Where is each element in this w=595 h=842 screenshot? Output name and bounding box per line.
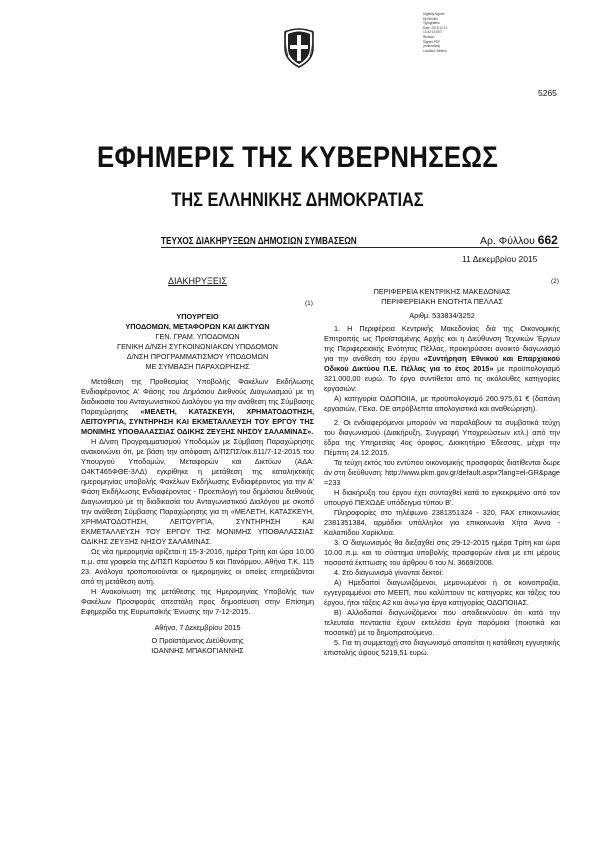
gazette-title: ΕΦΗΜΕΡΙΣ ΤΗΣ ΚΥΒΕΡΝΗΣΕΩΣ — [96, 141, 499, 174]
department-line: ΓΕΝΙΚΗ Δ/ΝΣΗ ΣΥΓΚΟΙΝΩΝΙΑΚΩΝ ΥΠΟΔΟΜΩΝ — [117, 342, 278, 351]
paragraph: 4. Στο διαγωνισμό γίνονται δεκτοί: — [334, 568, 444, 577]
paragraph: Α) Ημεδαποί διαγωνιζόμενοι, μεμονωμένοι ή σε κοινοπραξία, εγγεγραμμένοι στο ΜΕΕΠ, που καλύπτουν τις κατηγορίες και τάξεις του έργου, ήτοι τάξεις Α2 και άνω για έργα κατηγορίας ΟΔΟΠΟΙΙΑΣ. — [324, 578, 560, 607]
signature-line: Signed PDF — [423, 39, 441, 44]
project-title: «ΜΕΛΕΤΗ, ΚΑΤΑΣΚΕΥΗ, ΧΡΗΜΑΤΟΔΟΤΗΣΗ, ΛΕΙΤΟΥΡΓΙΑ, ΣΥΝΤΗΡΗΣΗ ΚΑΙ ΕΚΜΕΤΑΛΛΕΥΣΗ ΤΟΥ ΕΡΓΟΥ ΤΗΣ ΜΟΝΙΜΗΣ ΥΠΟΘΑΛΑΣΣΙΑΣ ΟΔΙΚΗΣ ΖΕΥΞΗΣ ΝΗΣΟΥ ΣΑΛΑΜΙΝΑΣ». — [81, 407, 315, 436]
ministry-heading: ΥΠΟΔΟΜΩΝ, ΜΕΤΑΦΟΡΩΝ ΚΑΙ ΔΙΚΤΥΩΝ — [125, 322, 270, 331]
notice-number: (2) — [551, 278, 559, 285]
paragraph: 5. Για τη συμμετοχή στο διαγωνισμό απαιτείται η κατάθεση εγγυητικής επιστολής ύψους 5219,51 ευρώ. — [324, 638, 560, 657]
department-line: ΜΕ ΣΥΜΒΑΣΗ ΠΑΡΑΧΩΡΗΣΗΣ — [145, 362, 250, 371]
paragraph: Η διακήρυξη του έργου έχει συνταχθεί κατά το εγκεκριμένο από τον υπουργό ΠΕΧΩΔΕ υπόδειγμα τύπου Β'. — [324, 488, 560, 507]
coat-of-arms-icon — [282, 26, 316, 68]
paragraph: Η Δ/νση Προγραμματισμού Υποδομών με Σύμβαση Παραχώρησης ανακοινώνει ότι, με βάση την απόφαση Δ/ΠΣΠΣ/οικ.611/7-12-2015 του Υπουργού Υποδομών, Μεταφορών και Δικτύων (ΑΔΑ: Ω4ΚΤ465ΦΘΕ-3ΛΔ) εγκρίθηκε η μετάθεση της καταληκτικής ημερομηνίας υποβολής Φακέλων Εκδήλωσης Ενδιαφέροντος για την Α' Φάση Εκδήλωσης Ενδιαφέροντος - Προεπιλογή του δημόσιου διεθνούς Διαγωνισμού με τη διαδικασία του Ανταγωνιστικού Διαλόγου με σκοπό την ανάθεση Σύμβασης Παραχώρησης για τη «ΜΕΛΕΤΗ, ΚΑΤΑΣΚΕΥΗ, ΧΡΗΜΑΤΟΔΟΤΗΣΗ, ΛΕΙΤΟΥΡΓΙΑ, ΣΥΝΤΗΡΗΣΗ ΚΑΙ ΕΚΜΕΤΑΛΛΕΥΣΗ ΤΟΥ ΕΡΓΟΥ ΤΗΣ ΜΟΝΙΜΗΣ ΥΠΟΘΑΛΑΣΣΙΑΣ ΟΔΙΚΗΣ ΖΕΥΞΗΣ ΝΗΣΟΥ ΣΑΛΑΜΙΝΑΣ. — [81, 437, 314, 546]
header-divider — [161, 247, 559, 248]
signature-line: Typografeio — [423, 21, 440, 26]
sheet-label: Αρ. Φύλλου — [480, 235, 535, 247]
sheet-value: 662 — [537, 233, 558, 247]
section-heading: ΔΙΑΚΗΡΥΞΕΙΣ — [168, 276, 227, 286]
paragraph: Β) Αλλοδαποί διαγωνιζόμενοι που αποδεικνύουν ότι κατά την τελευταία πενταετία έχουν εκτελέσει έργα παρόμοια (ποιοτικά και ποσοτικά) με το δημοπρατούμενο. — [324, 608, 560, 637]
signature-line: 13:42:15 EET — [423, 30, 443, 35]
notice-number: (1) — [305, 300, 313, 307]
signatory-role: Ο Προϊστάμενος Διεύθυνσης — [151, 636, 244, 645]
signature-line: by Ethniko — [423, 16, 438, 21]
reference-number: Αριθμ. 533834/3252 — [409, 311, 475, 320]
signature-line: Date: 2015.12.11 — [423, 25, 448, 30]
ministry-heading: ΥΠΟΥΡΓΕΙΟ — [176, 312, 219, 321]
signatory-name: ΙΩΑΝΝΗΣ ΜΠΑΚΟΓΙΑΝΝΗΣ — [151, 646, 244, 655]
paragraph: Ως νέα ημερομηνία ορίζεται η 15-3-2016, ημέρα Τρίτη και ώρα 10.00 π.μ. στα γραφεία της Δ/ΠΣΠ Καρύστου 5 και Πανόρμου, Αθήνα Τ.Κ. 115 23. Ανάλογα τροποποιούνται οι ημερομηνίες οι οποίες επηρεάζονται από τη μετάθεση αυτή. — [81, 547, 314, 586]
paragraph: Η Ανακοίνωση της μετάθεσης της Ημερομηνίας Υποβολής των Φακέλων Προσφοράς απεστάλη προς δημοσίευση στην Επίσημη Εφημερίδα της Ευρωπαϊκής Ένωσης την 7-12-2015. — [81, 587, 314, 616]
paragraph — [324, 324, 560, 394]
signature-line: Location: Athens — [423, 48, 447, 53]
department-line: Δ/ΝΣΗ ΠΡΟΓΡΑΜΜΑΤΙΣΜΟΥ ΥΠΟΔΟΜΩΝ — [126, 352, 269, 361]
paragraph-text: με προϋπολογισμό 321.000,00 ευρώ. Το έργο συντίθεται από τις ακόλουθες κατηγορίες εργασιών: — [324, 364, 560, 393]
paragraph: 3. Ο διαγωνισμός θα διεξαχθεί στις 29-12-2015 ημέρα Τρίτη και ώρα 10.00 π.μ. και το σύστημα υποβολής προσφορών είναι με επί μέρους ποσοστά έκπτωσης του άρθρου 6 του Ν. 3669/2008. — [324, 538, 560, 567]
signature-line: (embedded) — [423, 44, 441, 49]
region-heading: ΠΕΡΙΦΕΡΕΙΑΚΗ ΕΝΟΤΗΤΑ ΠΕΛΛΑΣ — [381, 297, 503, 306]
paragraph: 2. Οι ενδιαφερόμενοι μπορούν να παραλάβουν τα συμβατικά τεύχη του διαγωνισμού (Διακήρυξη, Συγγραφή Υποχρεώσεων κτλ.) από την έδρα της Υπηρεσίας 4ος όροφος, Διοικητήριο Έδεσσας, μέχρι την Πέμπτη 24.12.2015. — [324, 418, 560, 457]
right-column — [324, 287, 560, 658]
signature-line: Reason: — [423, 34, 435, 39]
gazette-subtitle: ΤΗΣ ΕΛΛΗΝΙΚΗΣ ΔΗΜΟΚΡΑΤΙΑΣ — [171, 190, 424, 211]
sheet-number — [480, 233, 558, 247]
issue-type: ΤΕΥΧΟΣ ΔΙΑΚΗΡΥΞΕΩΝ ΔΗΜΟΣΙΩΝ ΣΥΜΒΑΣΕΩΝ — [161, 236, 357, 247]
project-title: «Συντήρηση Εθνικού και Επαρχιακού Οδικού Δικτύου Π.Ε. Πέλλας για το έτος 2015» — [324, 354, 560, 373]
paragraph-text: 1. Η Περιφέρεια Κεντρικής Μακεδονίας διά της Οικονομικής Επιτροπής ως Προϊσταμένης Αρχής και η Διεύθυνση Τεχνικών Έργων της Περιφερειακής Ενότητας Πέλλας, προκηρύσσει ανοικτό διαγωνισμό για την ανάθεση του έργου — [324, 324, 560, 363]
department-line: ΓΕΝ. ΓΡΑΜ. ΥΠΟΔΟΜΩΝ — [155, 332, 240, 341]
paragraph-text: Μετάθεση της Προθεσμίας Υποβολής Φακέλων Εκδήλωσης Ενδιαφέροντος Α' Φάσης του Δημόσιου Διεθνούς Διαγωνισμού με τη διαδικασία του Ανταγωνιστικού Διαλόγου για την ανάθεση της Σύμβασης Παραχώρησης — [81, 377, 314, 416]
region-heading: ΠΕΡΙΦΕΡΕΙΑ ΚΕΝΤΡΙΚΗΣ ΜΑΚΕΔΟΝΙΑΣ — [373, 287, 511, 296]
digital-signature-block — [423, 12, 475, 53]
paragraph: Πληροφορίες στο τηλέφωνο 2381351324 - 320, FAX επικοινωνίας 2381351384, αρμόδιοι υπάλληλοι για επικοινωνία Χήτα Άννα - Καλαπίδου Χαρίκλεια. — [324, 508, 560, 537]
page-number: 5265 — [538, 88, 557, 98]
issue-date: 11 Δεκεμβρίου 2015 — [462, 254, 538, 264]
signature-line: Digitally signed — [423, 12, 445, 16]
signature-date: Αθήνα, 7 Δεκεμβρίου 2015 — [154, 623, 241, 632]
paragraph: Τα τεύχη εκτός του εντύπου οικονομικής προσφοράς διατίθενται δωρεάν στη διεύθυνση: http://www.pkm.gov.gr/default.aspx?lang=el-GR&page=233 — [324, 458, 560, 487]
left-column — [81, 312, 314, 656]
paragraph — [81, 377, 314, 437]
paragraph: Α) κατηγορία ΟΔΟΠΟΙΙΑ, με προϋπολογισμό 260.975,61 € (δαπάνη εργασιών, ΓΕκα. ΟΕ απρόβλεπτα απολογιστικά και αναθεώρηση). — [324, 394, 560, 413]
